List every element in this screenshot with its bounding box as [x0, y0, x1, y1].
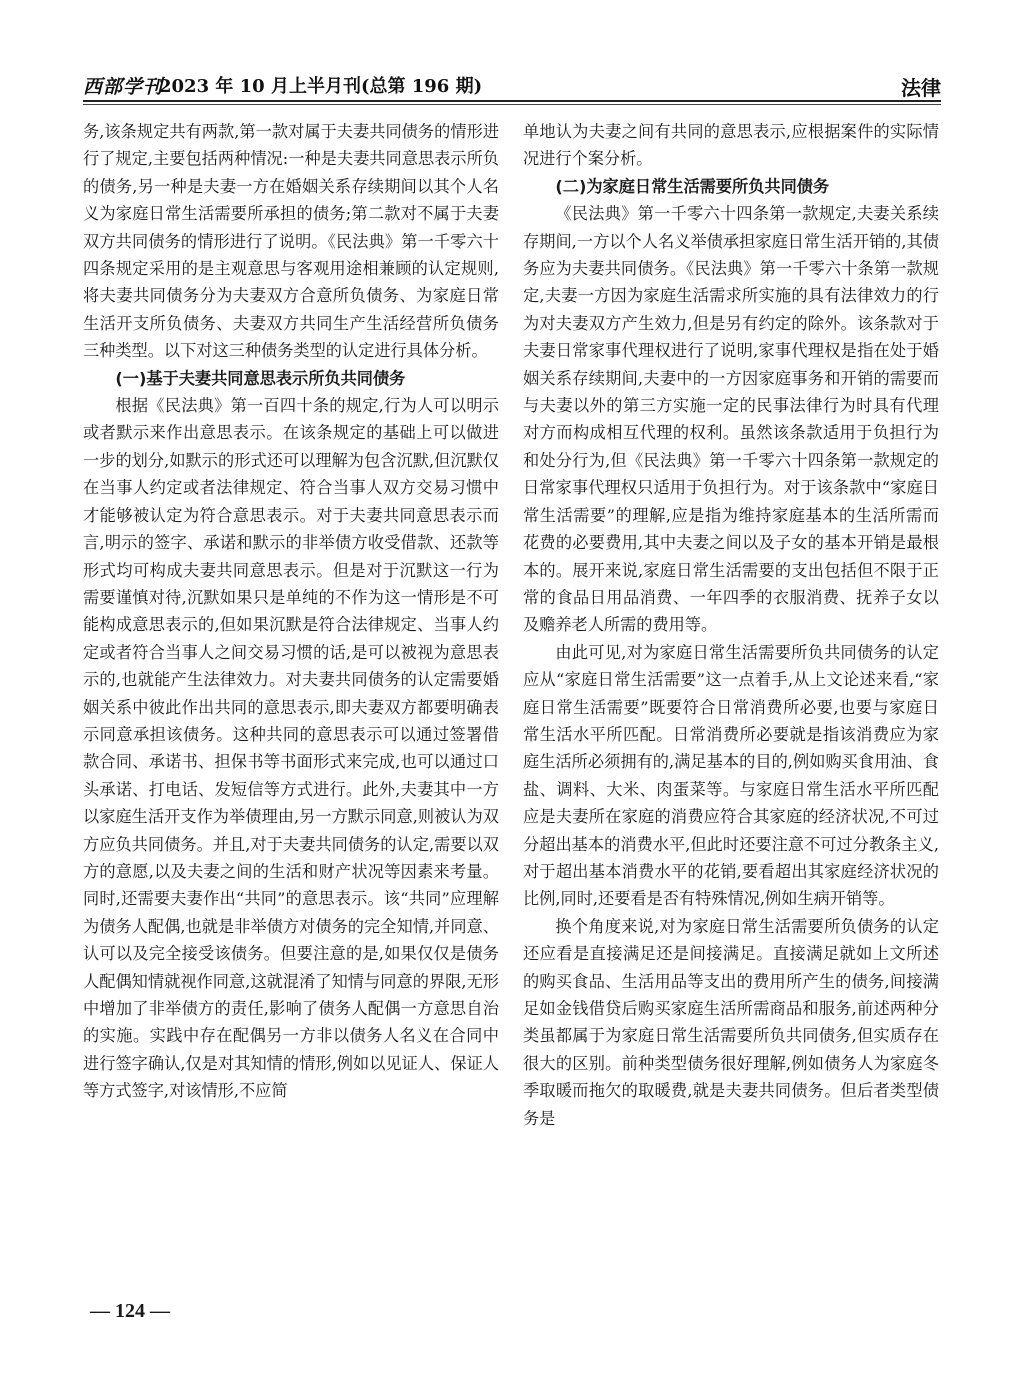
header-rule — [83, 100, 941, 102]
section-heading: (二)为家庭日常生活需要所负共同债务 — [555, 176, 830, 196]
paragraph: 《民法典》第一千零六十四条第一款规定,夫妻关系续存期间,一方以个人名义举债承担家庭日常生活开销的,其债务应为夫妻共同债务。《民法典》第一千零六十条第一款规定,夫妻一方因为家庭生活需求所实施的具有法律效力的行为对夫妻双方产生效力,但是另有约定的除外。该条款对于夫妻日常家事代理权进行了说明,家事代理权是指在处于婚姻关系存续期间,夫妻中的一方因家庭事务和开销的需要而与夫妻以外的第三方实施一定的民事法律行为时具有代理对方而构成相互代理的权利。虽然该条款适用于负担行为和处分行为,但《民法典》第一千零六十四条第一款规定的日常家事代理权只适用于负担行为。对于该条款中“家庭日常生活需要”的理解,应是指为维持家庭基本的生活所需而花费的必要费用,其中夫妻之间以及子女的基本开销是最根本的。展开来说,家庭日常生活需要的支出包括但不限于正常的食品日用品消费、一年四季的衣服消费、抚养子女以及赡养老人所需的费用等。 — [523, 204, 939, 635]
paragraph: 由此可见,对为家庭日常生活需要所负共同债务的认定应从“家庭日常生活需要”这一点着手,从上文论述来看,“家庭日常生活需要”既要符合日常消费所必要,也要与家庭日常生活水平所匹配。日常消费所必要就是指该消费应为家庭生活所必须拥有的,满足基本的目的,例如购买食用油、食盐、调料、大米、肉蛋菜等。与家庭日常生活水平所匹配应是夫妻所在家庭的消费应符合其家庭的经济状况,不可过分超出基本的消费水平,但此时还要注意不可过分教条主义,对于超出基本消费水平的花销,要看超出其家庭经济状况的比例,同时,还要看是否有特殊情况,例如生病开销等。 — [523, 642, 939, 909]
issue-info: 2023 年 10 月上半月刊(总第 196 期) — [159, 76, 483, 97]
paragraph: 根据《民法典》第一百四十条的规定,行为人可以明示或者默示来作出意思表示。在该条规定的基础上可以做进一步的划分,如默示的形式还可以理解为包含沉默,但沉默仅在当事人约定或者法律规定、符合当事人双方交易习惯中才能够被认定为符合意思表示。对于夫妻共同意思表示而言,明示的签字、承诺和默示的非举债方收受借款、还款等形式均可构成夫妻共同意思表示。但是对于沉默这一行为需要谨慎对待,沉默如果只是单纯的不作为这一情形是不可能构成意思表示的,但如果沉默是符合法律规定、当事人约定或者符合当事人之间交易习惯的话,是可以被视为意思表示的,也就能产生法律效力。对夫妻共同债务的认定需要婚姻关系中彼此作出共同的意思表示,即夫妻双方都要明确表示同意承担该债务。这种共同的意思表示可以通过签署借款合同、承诺书、担保书等书面形式来完成,也可以通过口头承诺、打电话、发短信等方式进行。此外,夫妻其中一方以家庭生活开支作为举债理由,另一方默示同意,则被认为双方应负共同债务。并且,对于夫妻共同债务的认定,需要以双方的意愿,以及夫妻之间的生活和财产状况等因素来考量。同时,还需要夫妻作出“共同”的意思表示。该“共同”应理解为债务人配偶,也就是非举债方对债务的完全知情,并同意、认可以及完全接受该债务。但要注意的是,如果仅仅是债务人配偶知情就视作同意,这就混淆了知情与同意的界限,无形中增加了非举债方的责任,影响了债务人配偶一方意思自治的实施。实践中存在配偶另一方非以债务人名义在合同中进行签字确认,仅是对其知情的情形,例如以见证人、保证人等方式签字,对该情形,不应简 — [83, 396, 499, 1101]
header-rule-thin — [83, 104, 941, 105]
paragraph: 务,该条规定共有两款,第一款对属于夫妻共同债务的情形进行了规定,主要包括两种情况:一种是夫妻共同意思表示所负的债务,另一种是夫妻一方在婚姻关系存续期间以其个人名义为家庭日常生活需要所承担的债务;第二款对不属于夫妻双方共同债务的情形进行了说明。《民法典》第一千零六十四条规定采用的是主观意思与客观用途相兼顾的认定规则,将夫妻共同债务分为夫妻双方合意所负债务、为家庭日常生活开支所负债务、夫妻双方共同生产生活经营所负债务三种类型。以下对这三种债务类型的认定进行具体分析。 — [83, 122, 499, 361]
left-column — [83, 118, 499, 1105]
section-tag: 法律 — [901, 76, 941, 100]
paragraph: 换个角度来说,对为家庭日常生活需要所负债务的认定还应看是直接满足还是间接满足。直接满足就如上文所述的购买食品、生活用品等支出的费用所产生的债务,间接满足如金钱借贷后购买家庭生活所需商品和服务,前述两种分类虽都属于为家庭日常生活需要所负共同债务,但实质存在很大的区别。前种类型债务很好理解,例如债务人为家庭冬季取暖而拖欠的取暖费,就是夫妻共同债务。但后者类型债务是 — [523, 916, 939, 1128]
section-heading: (一)基于夫妻共同意思表示所负共同债务 — [115, 368, 406, 388]
page-number: — 124 — — [90, 1300, 170, 1322]
page-header — [83, 68, 941, 100]
right-column — [523, 118, 939, 1132]
paragraph: 单地认为夫妻之间有共同的意思表示,应根据案件的实际情况进行个案分析。 — [523, 122, 939, 169]
journal-logo: 西部学刊 — [83, 76, 164, 98]
